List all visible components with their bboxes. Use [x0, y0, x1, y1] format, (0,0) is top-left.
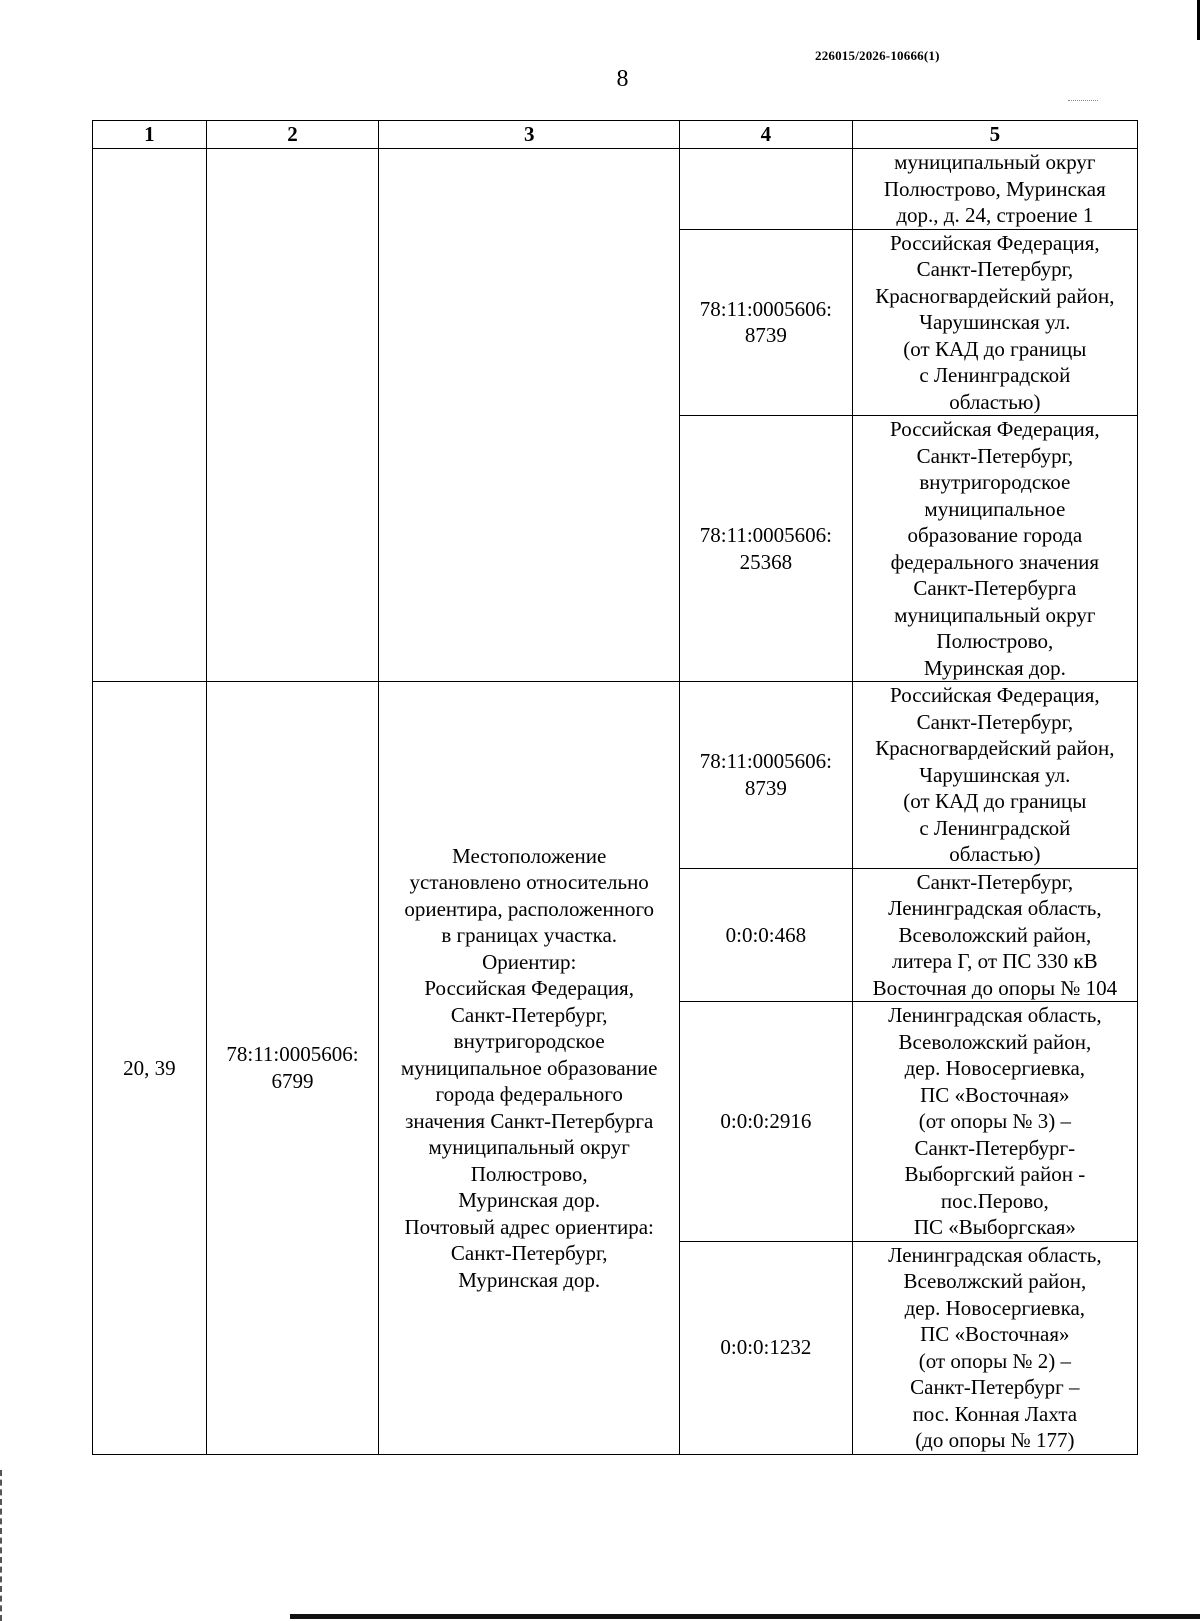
- row-cadastral-cell: [206, 682, 379, 1455]
- parcel-address-cell: [852, 868, 1137, 1002]
- row-location-cell: [379, 682, 680, 1455]
- location-line: муниципальное образование: [400, 1055, 658, 1080]
- parcel-cadastral-cell: [680, 229, 853, 416]
- address-line: с Ленинградской: [919, 363, 1071, 387]
- address-line: (от КАД до границы: [903, 789, 1087, 813]
- address-line: федерального значения: [890, 549, 1100, 574]
- address-line: образование города: [907, 523, 1083, 547]
- address-line: Чарушинская ул.: [919, 310, 1071, 334]
- address-line: областью): [949, 389, 1041, 414]
- row-number-cell: 20, 39: [93, 682, 207, 1455]
- location-line: значения Санкт-Петербурга: [405, 1108, 654, 1133]
- table-header-row: [93, 121, 1138, 149]
- cadastral-line: 78:11:0005606:: [699, 296, 832, 321]
- cadastral-line: 0:0:0:1232: [720, 1335, 812, 1360]
- row-location-cell: [379, 149, 680, 682]
- address-line: пос. Конная Лахта: [912, 1401, 1078, 1426]
- row-cadastral-cell: [206, 149, 379, 682]
- cadastral-line: 78:11:0005606:: [699, 523, 832, 547]
- scan-bottom-edge: [290, 1614, 1200, 1619]
- table-row: [93, 682, 1138, 869]
- address-line: пос.Перово,: [940, 1188, 1049, 1213]
- page-number: 8: [616, 66, 629, 92]
- location-line: ориентира, расположенного: [404, 896, 655, 921]
- cadastral-line: 0:0:0:468: [725, 922, 807, 947]
- address-line: Всеволжский район,: [903, 1269, 1087, 1293]
- location-line: внутригородское: [453, 1029, 605, 1053]
- address-line: Санкт-Петербурга: [913, 576, 1077, 600]
- parcel-cadastral-cell: [680, 1241, 853, 1454]
- row-number-cell: [93, 149, 207, 682]
- column-header-2: 2: [206, 121, 379, 149]
- parcel-cadastral-cell: [680, 682, 853, 869]
- column-header-5: 5: [852, 121, 1137, 149]
- location-line: города федерального: [435, 1082, 623, 1106]
- address-line: (от опоры № 2) –: [918, 1348, 1071, 1373]
- table-row: [93, 149, 1138, 230]
- location-line: Местоположение: [452, 843, 607, 868]
- address-line: Муринская дор.: [923, 655, 1066, 680]
- location-line: Ориентир:: [482, 949, 577, 974]
- address-line: Восточная до опоры № 104: [872, 975, 1118, 1000]
- column-header-4: 4: [680, 121, 853, 149]
- location-line: Санкт-Петербург,: [450, 1002, 608, 1027]
- address-line: муниципальное: [924, 496, 1066, 521]
- address-line: Санкт-Петербург –: [910, 1375, 1080, 1399]
- address-line: Российская Федерация,: [890, 417, 1100, 441]
- address-line: Всеволожский район,: [898, 1029, 1092, 1054]
- address-line: Санкт-Петербург,: [916, 869, 1074, 894]
- address-line: Всеволожский район,: [898, 922, 1092, 947]
- address-line: Выборгский район -: [904, 1162, 1086, 1186]
- register-table: [92, 120, 1138, 1455]
- address-line: дер. Новосергиевка,: [904, 1295, 1086, 1320]
- parcel-cadastral-cell: [680, 149, 853, 230]
- cadastral-line: 8739: [744, 323, 787, 348]
- cadastral-line: 25368: [739, 549, 793, 574]
- address-line: дер. Новосергиевка,: [904, 1056, 1086, 1080]
- scan-dots: [1068, 100, 1098, 103]
- parcel-address-cell: [852, 416, 1137, 682]
- address-line: муниципальный округ: [894, 602, 1096, 627]
- address-line: Ленинградская область,: [888, 896, 1102, 920]
- address-line: Красногвардейский район,: [875, 283, 1115, 308]
- address-line: Красногвардейский район,: [875, 736, 1115, 760]
- address-line: Российская Федерация,: [890, 683, 1100, 707]
- parcel-address-cell: [852, 229, 1137, 416]
- cadastral-line: 8739: [744, 775, 787, 800]
- address-line: литера Г, от ПС 330 кВ: [892, 949, 1098, 973]
- address-line: Полюстрово,: [936, 629, 1054, 653]
- scan-edge-mark-left: [0, 1470, 5, 1621]
- location-line: Муринская дор.: [458, 1267, 601, 1292]
- location-line: установлено относительно: [409, 870, 649, 894]
- cadastral-line: 6799: [271, 1068, 314, 1093]
- parcel-address-cell: [852, 149, 1137, 230]
- location-line: Полюстрово,: [470, 1161, 588, 1186]
- address-line: с Ленинградской: [919, 815, 1071, 840]
- parcel-address-cell: [852, 1002, 1137, 1242]
- address-line: муниципальный округ: [894, 150, 1096, 174]
- location-line: Санкт-Петербург,: [450, 1241, 608, 1265]
- address-line: Санкт-Петербург,: [916, 443, 1074, 468]
- parcel-cadastral-cell: [680, 416, 853, 682]
- address-line: Полюстрово, Муринская: [883, 176, 1106, 201]
- address-line: Санкт-Петербург-: [914, 1135, 1076, 1160]
- address-line: внутригородское: [919, 470, 1071, 494]
- address-line: Ленинградская область,: [888, 1242, 1102, 1267]
- cadastral-line: 0:0:0:2916: [720, 1109, 812, 1133]
- cadastral-line: 78:11:0005606:: [699, 749, 832, 774]
- parcel-address-cell: [852, 682, 1137, 869]
- address-line: (от КАД до границы: [903, 336, 1087, 361]
- document-number: 226015/2026-10666(1): [815, 48, 940, 63]
- parcel-cadastral-cell: [680, 868, 853, 1002]
- address-line: дор., д. 24, строение 1: [896, 203, 1094, 227]
- location-line: Муринская дор.: [458, 1188, 601, 1212]
- address-line: ПС «Выборгская»: [913, 1215, 1076, 1239]
- location-line: Почтовый адрес ориентира:: [404, 1214, 654, 1239]
- location-line: муниципальный округ: [428, 1135, 630, 1159]
- address-line: (от опоры № 3) –: [918, 1109, 1071, 1133]
- location-line: Российская Федерация,: [424, 976, 634, 1000]
- address-line: Чарушинская ул.: [919, 762, 1071, 787]
- address-line: Санкт-Петербург,: [916, 709, 1074, 734]
- cadastral-line: 78:11:0005606:: [226, 1042, 359, 1067]
- address-line: ПС «Восточная»: [920, 1322, 1070, 1346]
- address-line: областью): [949, 842, 1041, 866]
- address-line: Ленинградская область,: [888, 1003, 1102, 1027]
- parcel-cadastral-cell: [680, 1002, 853, 1242]
- address-line: Санкт-Петербург,: [916, 257, 1074, 281]
- address-line: Российская Федерация,: [890, 230, 1100, 255]
- parcel-address-cell: [852, 1241, 1137, 1454]
- column-header-1: 1: [93, 121, 207, 149]
- address-line: ПС «Восточная»: [920, 1082, 1070, 1107]
- column-header-3: 3: [379, 121, 680, 149]
- address-line: (до опоры № 177): [915, 1428, 1075, 1452]
- location-line: в границах участка.: [441, 923, 618, 947]
